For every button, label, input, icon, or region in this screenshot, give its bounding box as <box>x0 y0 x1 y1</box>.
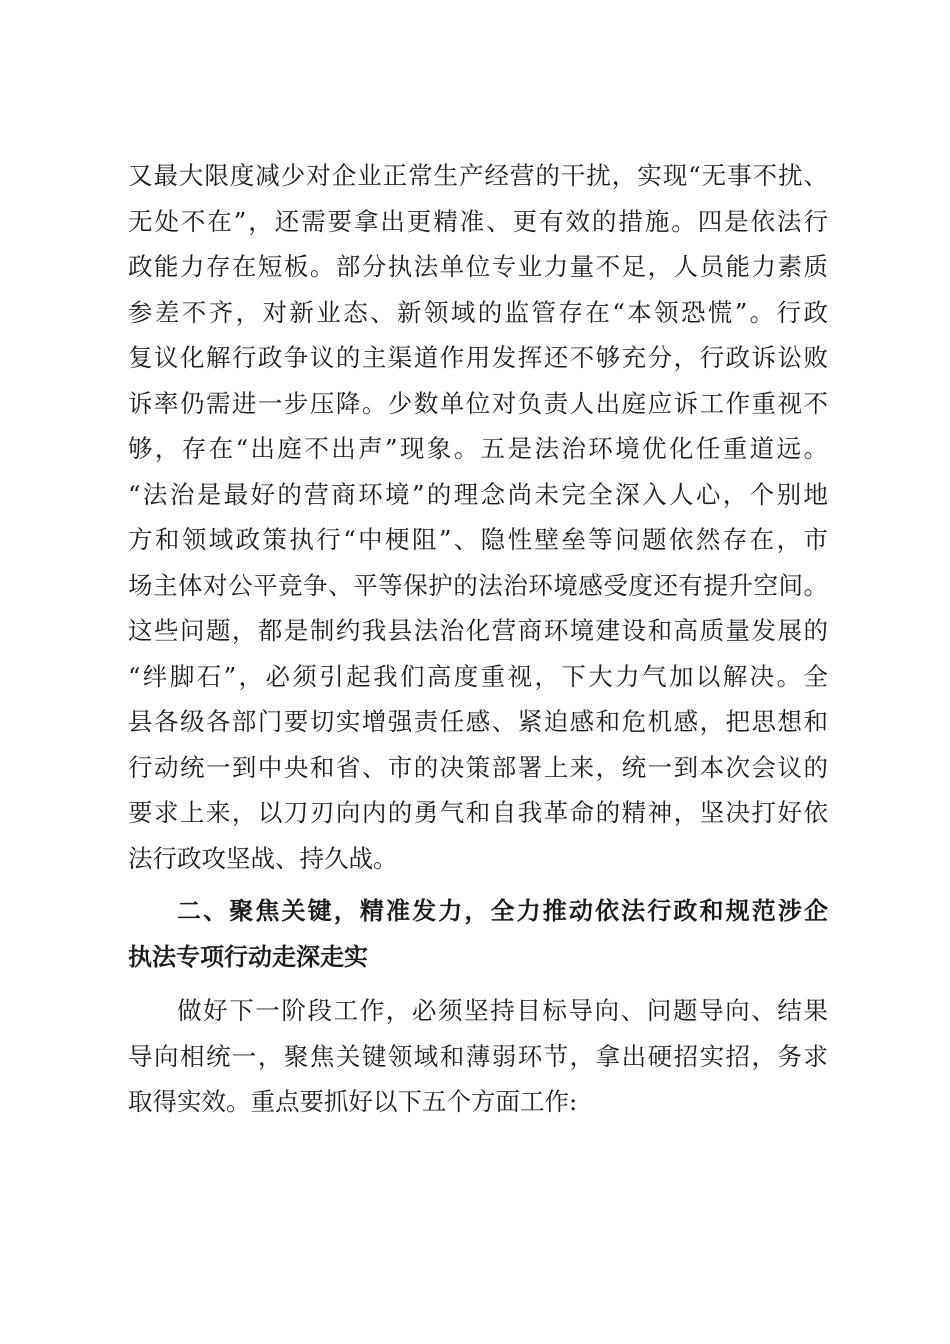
heading-line: 二、聚焦关键，精准发力，全力推动依法行政和规范涉企 <box>177 897 828 925</box>
text-line: 复议化解行政争议的主渠道作用发挥还不够充分，行政诉讼败 <box>128 343 828 372</box>
text-line: 要求上来，以刀刃向内的勇气和自我革命的精神，坚决打好依 <box>128 798 828 827</box>
text-line: 政能力存在短板。部分执法单位专业力量不足，人员能力素质 <box>128 252 828 281</box>
text-line: “绊脚石”，必须引起我们高度重视，下大力气加以解决。全 <box>128 661 828 691</box>
text-line: 做好下一阶段工作，必须坚持目标导向、问题导向、结果 <box>177 996 828 1025</box>
text-line: 行动统一到中央和省、市的决策部署上来，统一到本次会议的 <box>128 752 828 782</box>
text-line: 取得实效。重点要抓好以下五个方面工作: <box>128 1087 578 1116</box>
section-heading <box>128 889 828 980</box>
text-line: 参差不齐，对新业态、新领域的监管存在“本领恐慌”。行政 <box>128 297 828 327</box>
text-line: “法治是最好的营商环境”的理念尚未完全深入人心，个别地 <box>128 479 828 509</box>
paragraph-next-steps <box>128 988 828 1125</box>
document-page <box>128 153 828 1125</box>
text-line: 无处不在”，还需要拿出更精准、更有效的措施。四是依法行 <box>128 206 828 236</box>
text-line: 导向相统一，聚焦关键领域和薄弱环节，拿出硬招实招，务求 <box>128 1041 828 1071</box>
text-line: 诉率仍需进一步压降。少数单位对负责人出庭应诉工作重视不 <box>128 388 828 418</box>
text-line: 县各级各部门要切实增强责任感、紧迫感和危机感，把思想和 <box>128 707 828 736</box>
text-line: 又最大限度减少对企业正常生产经营的干扰，实现“无事不扰、 <box>128 161 828 190</box>
text-line: 够，存在“出庭不出声”现象。五是法治环境优化任重道远。 <box>128 434 828 463</box>
paragraph-problems <box>128 153 828 881</box>
text-line: 法行政攻坚战、持久战。 <box>128 843 398 873</box>
heading-line: 执法专项行动走深走实 <box>128 942 368 971</box>
text-line: 方和领域政策执行“中梗阻”、隐性壁垒等问题依然存在，市 <box>128 525 828 554</box>
text-line: 场主体对公平竞争、平等保护的法治环境感受度还有提升空间。 <box>128 570 828 600</box>
text-line: 这些问题，都是制约我县法治化营商环境建设和高质量发展的 <box>128 616 828 645</box>
